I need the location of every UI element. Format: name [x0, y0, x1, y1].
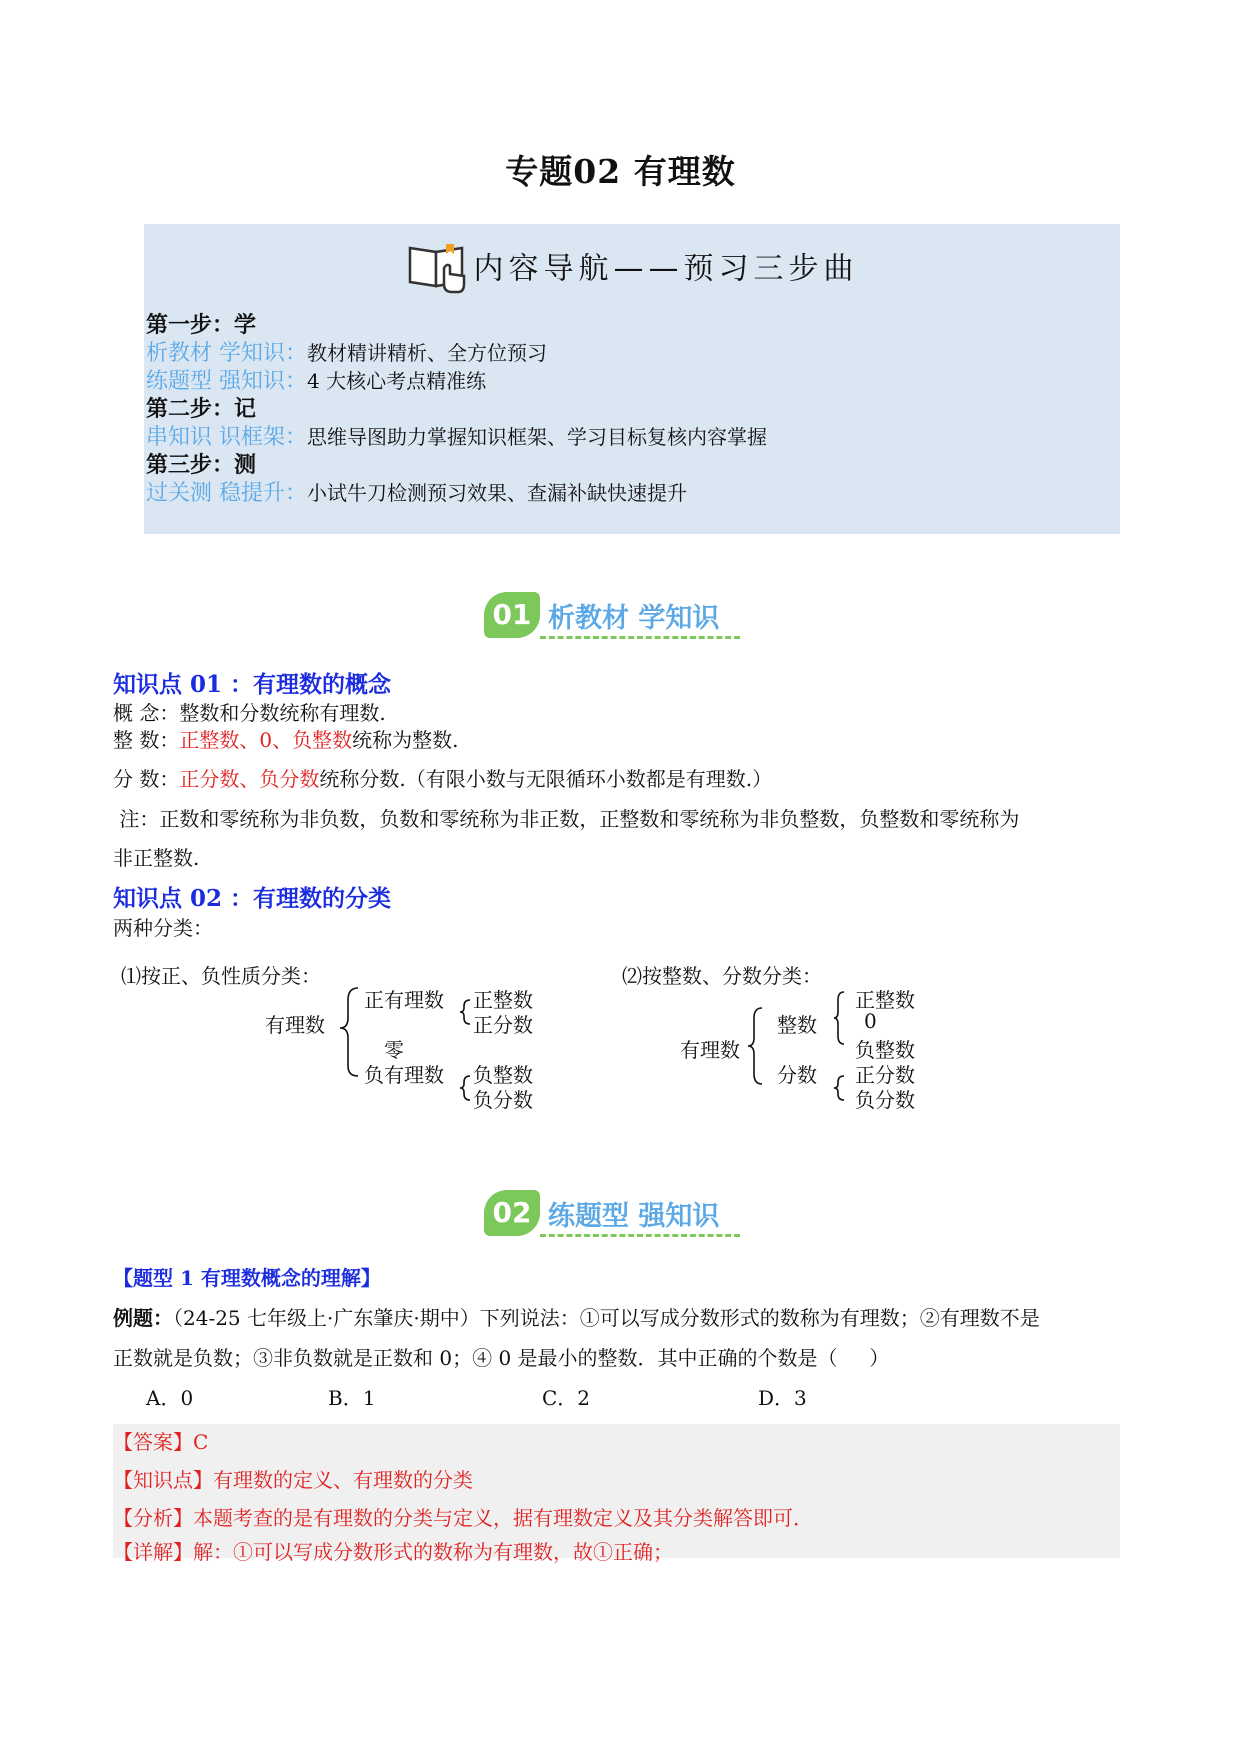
section-01-label: 析教材 学知识 [548, 603, 720, 634]
c2-pos-int: 正整数 [855, 988, 915, 1012]
step1-line2-text: 4 大核心考点精准练 [307, 369, 487, 393]
c2-caption: ⑵按整数、分数分类： [622, 964, 822, 988]
section-01-dashline [540, 636, 740, 639]
c1-caption: ⑴按正、负性质分类： [121, 964, 321, 988]
c2-frac-brace [834, 1076, 844, 1100]
step3-line1 [146, 476, 687, 507]
kp1-note-line2: 非正整数. [113, 846, 200, 870]
type1-example-line2: 正数就是负数；③非负数就是正数和 0；④ 0 是最小的整数．其中正确的个数是（ ） [113, 1346, 890, 1370]
answer-line: 【答案】C [113, 1430, 209, 1454]
section-02-label: 练题型 强知识 [548, 1201, 720, 1232]
c1-brackets [340, 980, 500, 1120]
c2-root: 有理数 [680, 1038, 740, 1062]
step1-line2-highlight: 练题型 强知识： [146, 369, 307, 394]
analysis-line: 【分析】本题考查的是有理数的分类与定义，据有理数定义及其分类解答即可． [113, 1506, 813, 1530]
answer-box [113, 1424, 1120, 1564]
section-01-number: 01 [484, 592, 540, 638]
step1-title: 第一步：学 [146, 312, 257, 338]
step1-line2 [146, 364, 486, 395]
book-pointer-icon [406, 238, 470, 302]
c1-main-brace [340, 988, 358, 1076]
kp1-fraction-red: 正分数、负分数 [179, 767, 320, 791]
kp1-integer-red: 正整数、0、负整数 [179, 728, 353, 752]
kp1-fraction-suffix: 统称分数.（有限小数与无限循环小数都是有理数.） [319, 767, 773, 791]
c2-pos-frac: 正分数 [855, 1063, 915, 1087]
step2-line1 [146, 420, 767, 451]
c1-pos-frac: 正分数 [473, 1013, 533, 1037]
c1-pos: 正有理数 [364, 988, 444, 1012]
c1-neg: 负有理数 [364, 1063, 444, 1087]
step1-line1-text: 教材精讲精析、全方位预习 [307, 341, 547, 365]
nav-heading-text: 内容导航——预习三步曲 [473, 251, 859, 287]
kp2-heading: 知识点 02 ：有理数的分类 [113, 885, 392, 912]
step3-line1-text: 小试牛刀检测预习效果、查漏补缺快速提升 [307, 481, 687, 505]
c1-neg-brace [460, 1076, 470, 1100]
type1-example-label: 例题： [113, 1306, 173, 1330]
kp1-note-line1: 注：正数和零统称为非负数，负数和零统称为非正数，正整数和零统称为非负整数，负整数和零统称为 [113, 807, 1020, 831]
kp1-integer [113, 724, 458, 753]
step3-title: 第三步：测 [146, 452, 257, 478]
step2-line1-text: 思维导图助力掌握知识框架、学习目标复核内容掌握 [307, 425, 767, 449]
step1-line1 [146, 336, 547, 367]
c1-neg-frac: 负分数 [473, 1088, 533, 1112]
c2-zero: 0 [864, 1009, 877, 1033]
kp1-fraction-prefix: 分 数： [113, 767, 180, 791]
c2-main-brace [748, 1008, 762, 1084]
kp1-fraction [113, 763, 772, 792]
c2-neg-frac: 负分数 [855, 1088, 915, 1112]
type1-example-line1 [113, 1302, 1040, 1331]
c1-pos-brace [460, 1000, 470, 1024]
c2-int: 整数 [777, 1013, 817, 1037]
content-navigation-box [144, 224, 1120, 534]
kp1-integer-suffix: 统称为整数. [352, 728, 459, 752]
c2-frac: 分数 [777, 1063, 817, 1087]
nav-heading [144, 238, 1120, 302]
c1-pos-int: 正整数 [473, 988, 533, 1012]
type1-heading: 【题型 1 有理数概念的理解】 [113, 1266, 381, 1290]
option-b: B．1 [328, 1386, 376, 1410]
section-02-dashline [540, 1234, 740, 1237]
c1-neg-int: 负整数 [473, 1063, 533, 1087]
page-title: 专题02 有理数 [505, 152, 736, 191]
step2-title: 第二步：记 [146, 396, 257, 422]
c2-neg-int: 负整数 [855, 1038, 915, 1062]
detail-line: 【详解】解：①可以写成分数形式的数称为有理数，故①正确； [113, 1540, 673, 1564]
option-a: A．0 [146, 1386, 194, 1410]
c1-root: 有理数 [265, 1013, 325, 1037]
step2-line1-highlight: 串知识 识框架： [146, 425, 307, 450]
kp1-heading: 知识点 01 ：有理数的概念 [113, 671, 392, 698]
section-02-number: 02 [484, 1190, 540, 1236]
kp1-integer-prefix: 整 数： [113, 728, 180, 752]
step3-line1-highlight: 过关测 稳提升： [146, 481, 307, 506]
knowledge-line: 【知识点】有理数的定义、有理数的分类 [113, 1468, 473, 1492]
type1-example-text1: （24-25 七年级上·广东肇庆·期中）下列说法：①可以写成分数形式的数称为有理数；②有理数不是 [173, 1306, 1040, 1330]
kp1-concept: 概 念：整数和分数统称有理数. [113, 701, 386, 725]
option-c: C．2 [542, 1386, 591, 1410]
step1-line1-highlight: 析教材 学知识： [146, 341, 307, 366]
c2-brackets [748, 980, 858, 1120]
c2-int-brace [834, 992, 844, 1044]
kp2-intro: 两种分类： [113, 916, 213, 940]
option-d: D．3 [758, 1386, 807, 1410]
c1-zero: 零 [384, 1038, 404, 1062]
